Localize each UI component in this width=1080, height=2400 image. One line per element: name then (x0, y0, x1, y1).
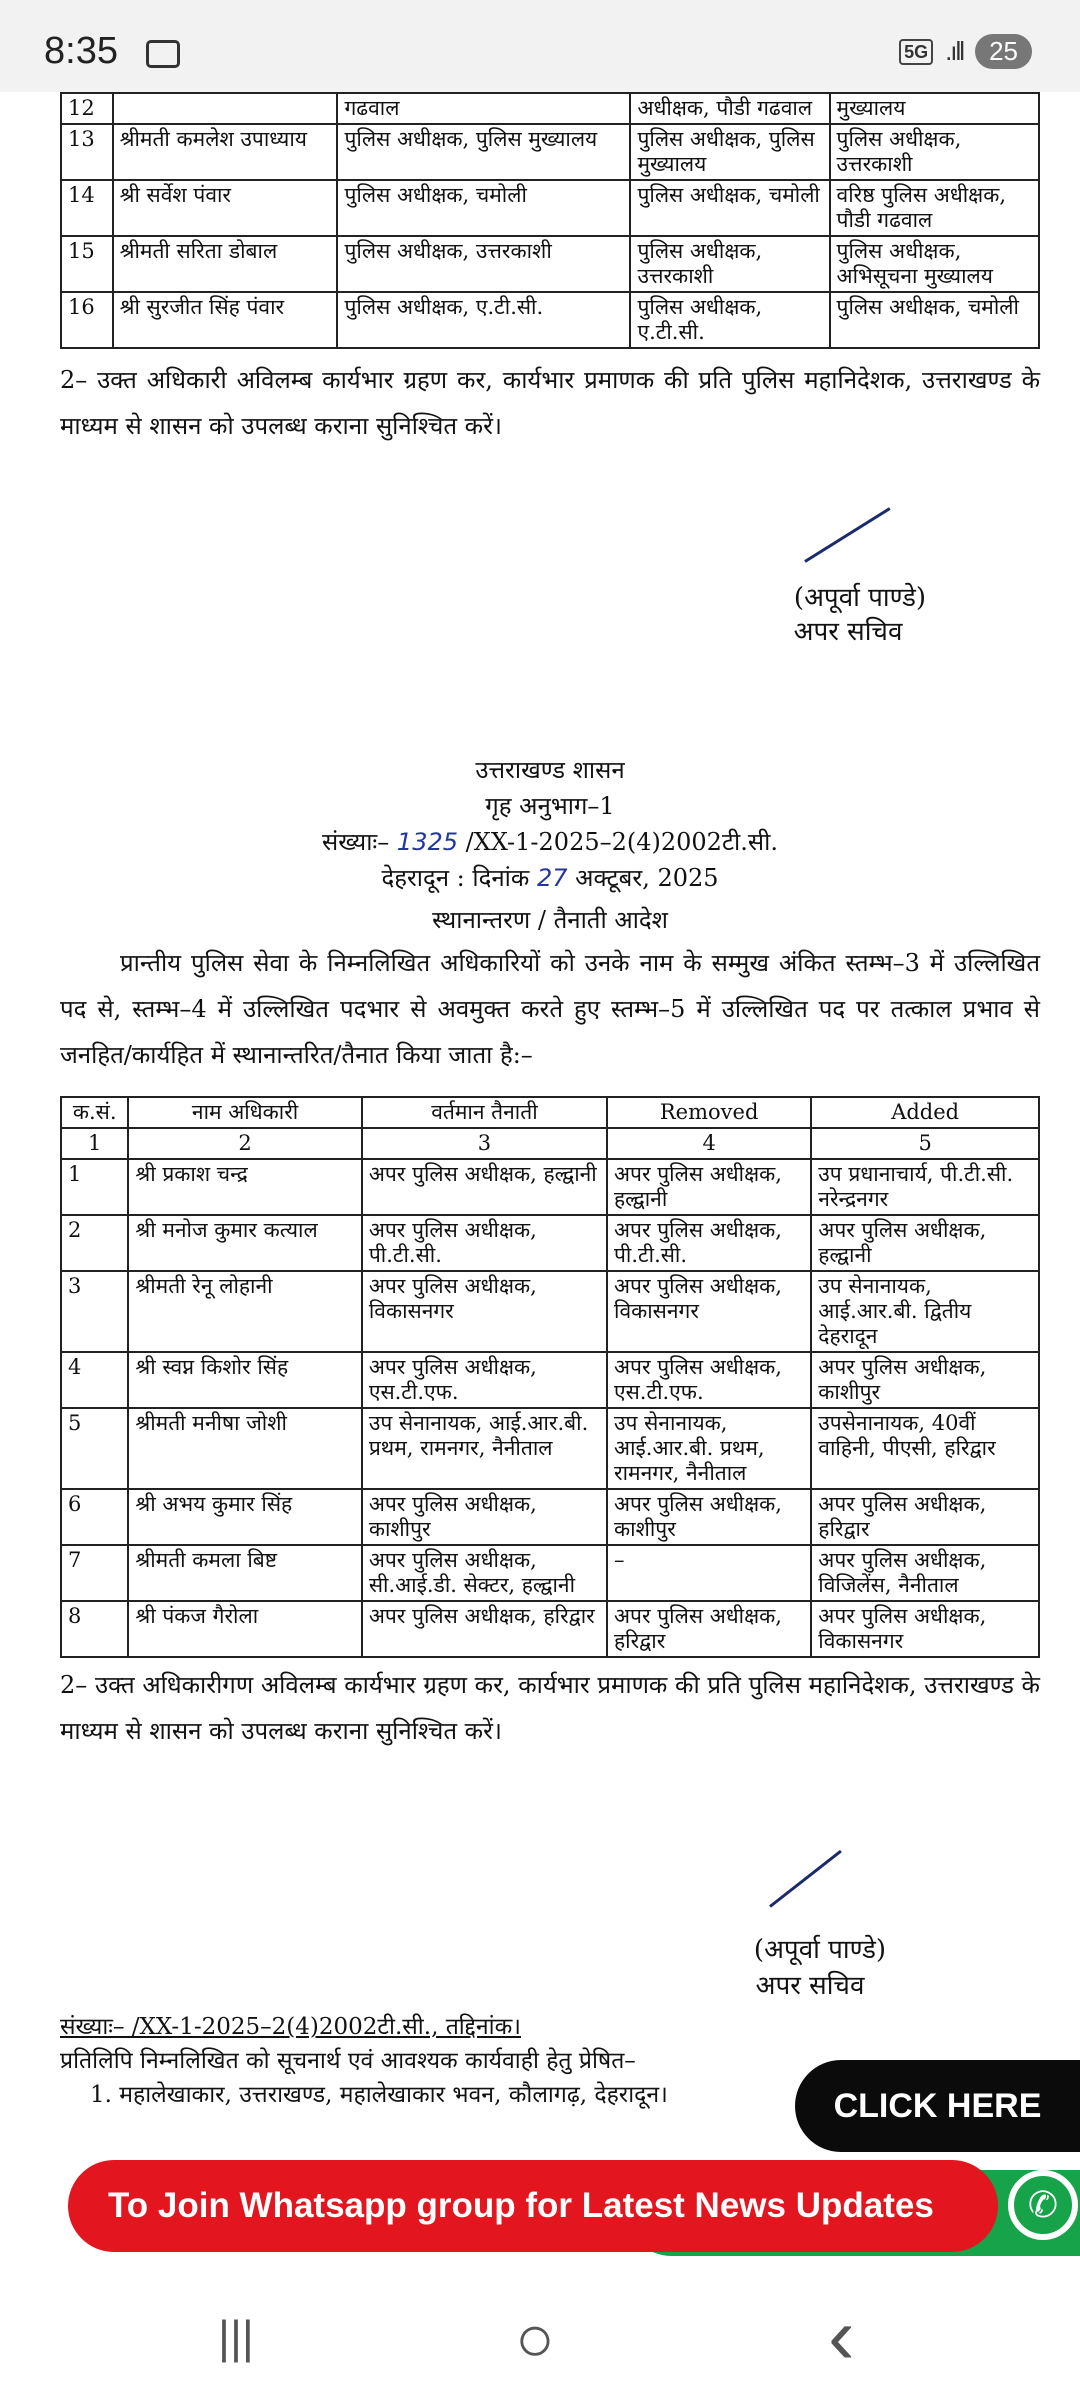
cell-name: श्री अभय कुमार सिंह (128, 1489, 361, 1545)
cell-removed: पुलिस अधीक्षक, पुलिस मुख्यालय (630, 124, 829, 180)
cell-no: 6 (61, 1489, 128, 1545)
cell-current: अपर पुलिस अधीक्षक, विकासनगर (362, 1271, 607, 1352)
cell-added: अपर पुलिस अधीक्षक, हल्द्वानी (811, 1215, 1039, 1271)
cell-added: अपर पुलिस अधीक्षक, विजिलेंस, नैनीताल (811, 1545, 1039, 1601)
cell-no: 7 (61, 1545, 128, 1601)
cell-name: श्री मनोज कुमार कत्याल (128, 1215, 361, 1271)
table-row (61, 292, 1039, 348)
back-button[interactable]: ‹ (828, 2291, 855, 2380)
cell-removed: अपर पुलिस अधीक्षक, एस.टी.एफ. (607, 1352, 811, 1408)
screenshot-icon (146, 40, 180, 68)
column-header: नाम अधिकारी (128, 1097, 361, 1128)
cell-added: उप सेनानायक, आई.आर.बी. द्वितीय देहरादून (811, 1271, 1039, 1352)
status-bar (0, 0, 1080, 92)
cell-current: अपर पुलिस अधीक्षक, हल्द्वानी (362, 1159, 607, 1215)
cell-removed: अपर पुलिस अधीक्षक, विकासनगर (607, 1271, 811, 1352)
cell-current: अपर पुलिस अधीक्षक, एस.टी.एफ. (362, 1352, 607, 1408)
cell-no: 16 (61, 292, 113, 348)
copy-reference: संख्याः– /XX-1-2025–2(4)2002टी.सी., तद्दिनांक। (60, 2014, 521, 2040)
table-row (61, 1601, 1039, 1657)
cell-no: 2 (61, 1215, 128, 1271)
table-row (61, 236, 1039, 292)
copy-item: 1. महालेखाकार, उत्तराखण्ड, महालेखाकार भवन, कौलागढ़, देहरादून। (90, 2082, 668, 2108)
cell-removed: अधीक्षक, पौडी गढवाल (630, 93, 829, 124)
page2-signatory-title: अपर सचिव (755, 1971, 865, 2001)
cell-added: पुलिस अधीक्षक, चमोली (830, 292, 1039, 348)
cell-added: मुख्यालय (830, 93, 1039, 124)
table-row (61, 124, 1039, 180)
page2-note: 2– उक्त अधिकारीगण अविलम्ब कार्यभार ग्रहण कर, कार्यभार प्रमाणक की प्रति पुलिस महानिदेशक, उत्तराखण्ड के माध्यम से शासन को उपलब्ध कराना सुनिश्चित करें। (60, 1671, 1040, 1745)
cell-no: 3 (61, 1271, 128, 1352)
page1-signatory-title: अपर सचिव (793, 617, 903, 647)
signature (769, 1850, 842, 1908)
cell-name: श्रीमती कमलेश उपाध्याय (113, 124, 338, 180)
column-number: 2 (128, 1128, 361, 1159)
table-row (61, 1271, 1039, 1352)
column-header: क.सं. (61, 1097, 128, 1128)
cell-added: अपर पुलिस अधीक्षक, हरिद्वार (811, 1489, 1039, 1545)
subject: स्थानान्तरण / तैनाती आदेश (432, 906, 668, 934)
cell-removed: उप सेनानायक, आई.आर.बी. प्रथम, रामनगर, नैनीताल (607, 1408, 811, 1489)
table-row (61, 1215, 1039, 1271)
home-button[interactable]: ○ (515, 2301, 555, 2375)
dept-heading: गृह अनुभाग–1 (485, 792, 615, 820)
table-row (61, 1489, 1039, 1545)
cell-removed: अपर पुलिस अधीक्षक, पी.टी.सी. (607, 1215, 811, 1271)
column-number: 3 (362, 1128, 607, 1159)
network-5g-icon: 5G (899, 39, 933, 65)
whatsapp-banner[interactable] (68, 2160, 1080, 2252)
cell-added: उप प्रधानाचार्य, पी.टी.सी. नरेन्द्रनगर (811, 1159, 1039, 1215)
cell-current: गढवाल (337, 93, 630, 124)
handwritten-date: 27 (536, 864, 568, 892)
column-number-row (61, 1128, 1039, 1159)
page2-signatory-name: (अपूर्वा पाण्डे) (753, 1935, 887, 1965)
cell-current: पुलिस अधीक्षक, चमोली (337, 180, 630, 236)
intro-paragraph: प्रान्तीय पुलिस सेवा के निम्नलिखित अधिकारियों को उनके नाम के सम्मुख अंकित स्तम्भ–3 में उल्लिखित पद से, स्तम्भ–4 में उल्लिखित पदभार से अवमुक्त करते हुए स्तम्भ–5 में उल्लिखित पद पर तत्काल प्रभाव से जनहित/कार्यहित में स्थानान्तरित/तैनात किया जाता है:– (60, 949, 1040, 1069)
cell-name: श्रीमती कमला बिष्ट (128, 1545, 361, 1601)
cell-added: पुलिस अधीक्षक, उत्तरकाशी (830, 124, 1039, 180)
page1-table (60, 92, 1040, 349)
cell-added: अपर पुलिस अधीक्षक, काशीपुर (811, 1352, 1039, 1408)
cell-added: पुलिस अधीक्षक, अभिसूचना मुख्यालय (830, 236, 1039, 292)
cell-current: उप सेनानायक, आई.आर.बी. प्रथम, रामनगर, नैनीताल (362, 1408, 607, 1489)
table-row (61, 1408, 1039, 1489)
signature (804, 507, 890, 563)
column-number: 4 (607, 1128, 811, 1159)
cell-removed: – (607, 1545, 811, 1601)
table-row (61, 1545, 1039, 1601)
cell-current: पुलिस अधीक्षक, पुलिस मुख्यालय (337, 124, 630, 180)
navigation-bar (0, 2260, 1080, 2400)
table-row (61, 180, 1039, 236)
copy-line: प्रतिलिपि निम्नलिखित को सूचनार्थ एवं आवश्यक कार्यवाही हेतु प्रेषित– (60, 2048, 636, 2074)
cell-no: 15 (61, 236, 113, 292)
cell-name: श्री सुरजीत सिंह पंवार (113, 292, 338, 348)
cell-current: पुलिस अधीक्षक, ए.टी.सी. (337, 292, 630, 348)
page1-note: 2– उक्त अधिकारी अविलम्ब कार्यभार ग्रहण कर, कार्यभार प्रमाणक की प्रति पुलिस महानिदेशक, उत्तराखण्ड के माध्यम से शासन को उपलब्ध कराना सुनिश्चित करें। (60, 366, 1040, 440)
cell-current: पुलिस अधीक्षक, उत्तरकाशी (337, 236, 630, 292)
cell-current: अपर पुलिस अधीक्षक, पी.टी.सी. (362, 1215, 607, 1271)
column-number: 1 (61, 1128, 128, 1159)
cell-name: श्रीमती सरिता डोबाल (113, 236, 338, 292)
gov-heading: उत्तराखण्ड शासन (475, 756, 625, 784)
cell-current: अपर पुलिस अधीक्षक, काशीपुर (362, 1489, 607, 1545)
table-header-row (61, 1097, 1039, 1128)
cell-removed: अपर पुलिस अधीक्षक, हरिद्वार (607, 1601, 811, 1657)
cell-name: श्री पंकज गैरोला (128, 1601, 361, 1657)
cell-name: श्री सर्वेश पंवार (113, 180, 338, 236)
status-time: 8:35 (44, 30, 118, 72)
cell-no: 1 (61, 1159, 128, 1215)
table-row (61, 93, 1039, 124)
document-page-1 (60, 92, 1040, 449)
order-number: संख्याः– 1325 /XX-1-2025–2(4)2002टी.सी. (322, 828, 778, 856)
cell-removed: अपर पुलिस अधीक्षक, हल्द्वानी (607, 1159, 811, 1215)
column-header: वर्तमान तैनाती (362, 1097, 607, 1128)
cell-no: 14 (61, 180, 113, 236)
table-row (61, 1352, 1039, 1408)
cell-no: 12 (61, 93, 113, 124)
cell-removed: अपर पुलिस अधीक्षक, काशीपुर (607, 1489, 811, 1545)
cell-removed: पुलिस अधीक्षक, चमोली (630, 180, 829, 236)
document-page-2 (60, 752, 1040, 1754)
column-header: Added (811, 1097, 1039, 1128)
cell-name: श्री स्वप्न किशोर सिंह (128, 1352, 361, 1408)
cell-no: 8 (61, 1601, 128, 1657)
cell-removed: पुलिस अधीक्षक, उत्तरकाशी (630, 236, 829, 292)
table-row (61, 1159, 1039, 1215)
battery-icon: 25 (975, 34, 1032, 69)
cell-current: अपर पुलिस अधीक्षक, सी.आई.डी. सेक्टर, हल्द्वानी (362, 1545, 607, 1601)
cell-current: अपर पुलिस अधीक्षक, हरिद्वार (362, 1601, 607, 1657)
whatsapp-icon[interactable]: ✆ (1008, 2170, 1078, 2240)
column-header: Removed (607, 1097, 811, 1128)
signal-icon: .ıll (945, 36, 964, 66)
page1-signatory-name: (अपूर्वा पाण्डे) (793, 583, 927, 613)
cell-added: वरिष्ठ पुलिस अधीक्षक, पौडी गढवाल (830, 180, 1039, 236)
cell-added: उपसेनानायक, 40वीं वाहिनी, पीएसी, हरिद्वार (811, 1408, 1039, 1489)
cell-no: 5 (61, 1408, 128, 1489)
cell-name: श्री प्रकाश चन्द्र (128, 1159, 361, 1215)
cell-name: श्रीमती रेनू लोहानी (128, 1271, 361, 1352)
cell-name (113, 93, 338, 124)
cell-added: अपर पुलिस अधीक्षक, विकासनगर (811, 1601, 1039, 1657)
cell-name: श्रीमती मनीषा जोशी (128, 1408, 361, 1489)
transfer-table (60, 1096, 1040, 1658)
column-number: 5 (811, 1128, 1039, 1159)
whatsapp-join-label[interactable]: To Join Whatsapp group for Latest News Updates (68, 2160, 998, 2252)
cell-no: 4 (61, 1352, 128, 1408)
handwritten-number: 1325 (396, 828, 458, 856)
cell-removed: पुलिस अधीक्षक, ए.टी.सी. (630, 292, 829, 348)
cell-no: 13 (61, 124, 113, 180)
recents-button[interactable]: ||| (218, 2311, 254, 2363)
click-here-button[interactable]: CLICK HERE (795, 2060, 1080, 2152)
order-date: देहरादून : दिनांक 27 अक्टूबर, 2025 (381, 864, 719, 892)
